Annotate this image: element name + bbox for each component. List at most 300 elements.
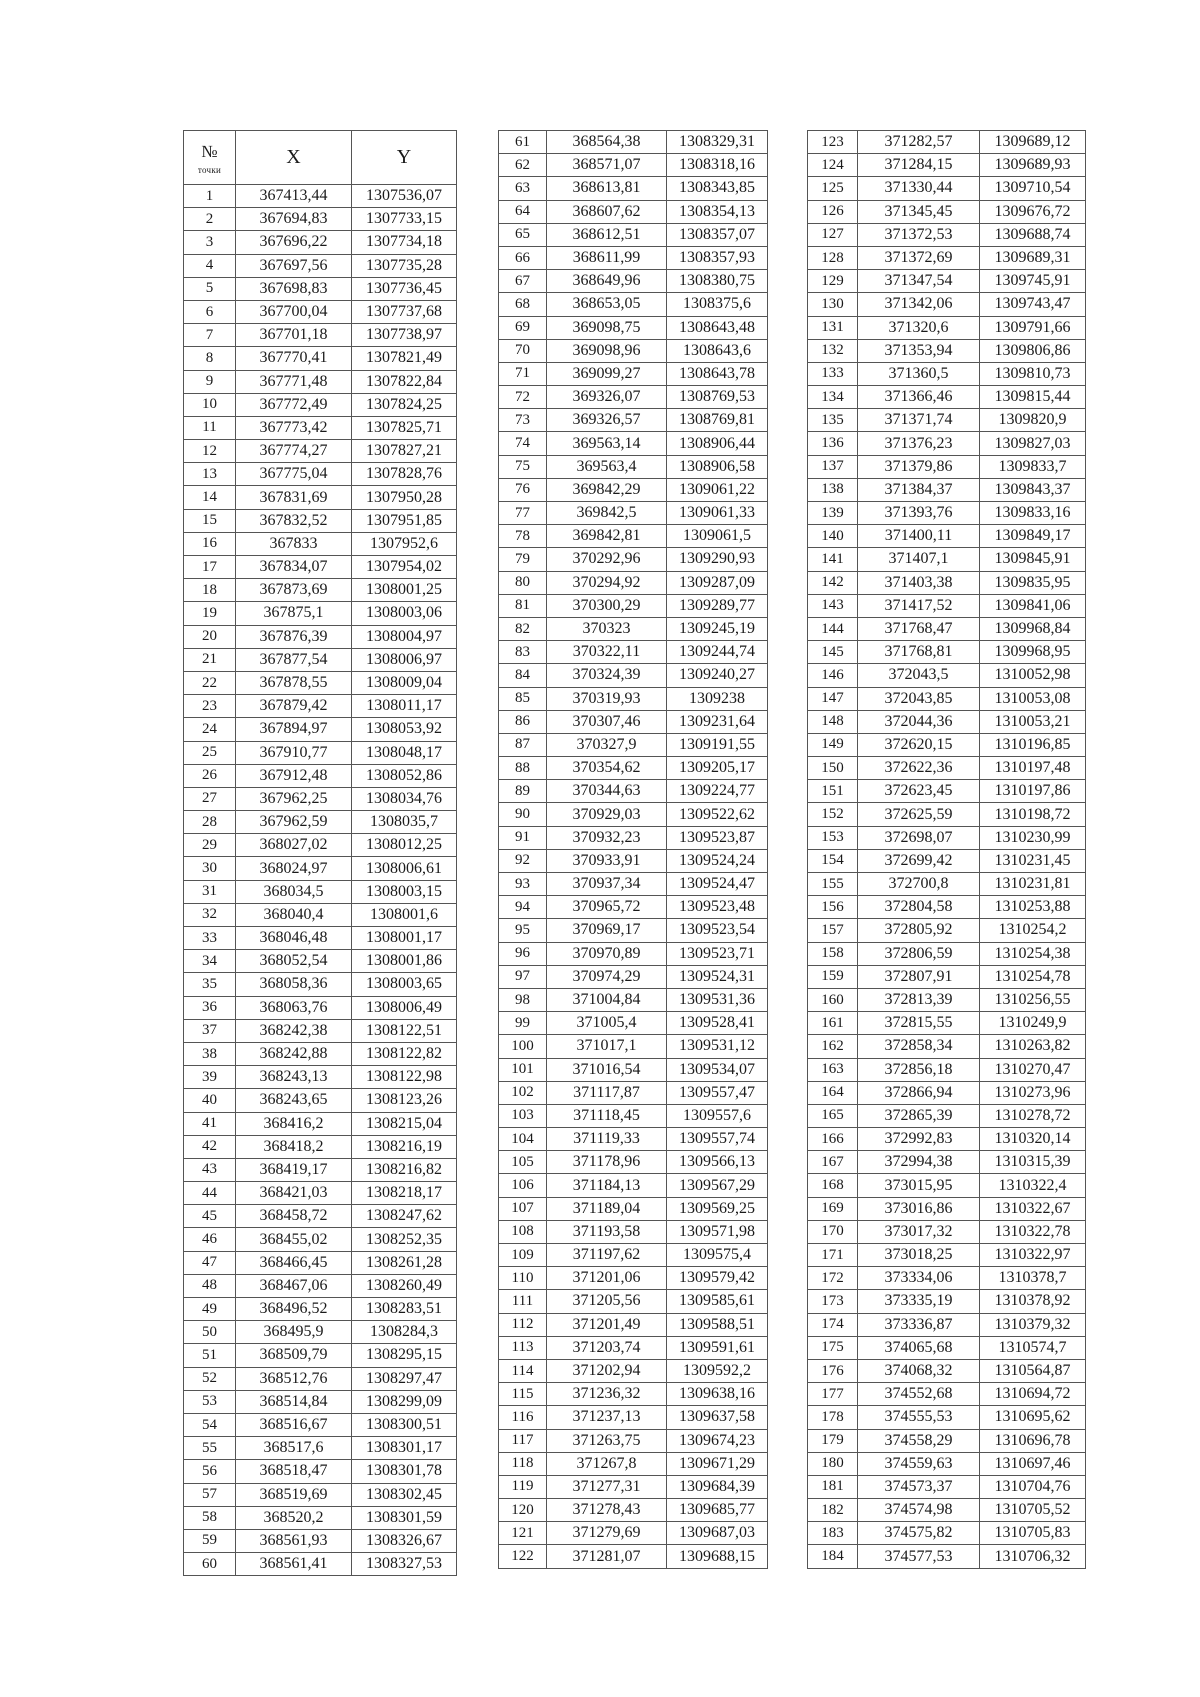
y-coordinate-cell: 1309245,19	[667, 617, 768, 640]
y-coordinate-cell: 1310231,45	[980, 849, 1086, 872]
point-number-cell: 62	[499, 154, 547, 177]
x-coordinate-cell: 373016,86	[858, 1197, 980, 1220]
y-coordinate-cell: 1308053,92	[352, 718, 457, 741]
x-coordinate-cell: 371366,46	[858, 386, 980, 409]
y-coordinate-cell: 1307824,25	[352, 393, 457, 416]
y-coordinate-cell: 1309534,07	[667, 1058, 768, 1081]
point-number-cell: 136	[808, 432, 858, 455]
point-number-cell: 184	[808, 1545, 858, 1568]
table-row	[184, 1367, 457, 1390]
x-coordinate-cell: 368611,99	[547, 246, 667, 269]
table-row	[808, 1499, 1086, 1522]
y-coordinate-cell: 1307827,21	[352, 440, 457, 463]
y-coordinate-cell: 1308297,47	[352, 1367, 457, 1390]
x-coordinate-cell: 371118,45	[547, 1104, 667, 1127]
table-body-part-2	[499, 131, 768, 1569]
y-coordinate-cell: 1308035,7	[352, 811, 457, 834]
x-coordinate-cell: 370327,9	[547, 733, 667, 756]
y-coordinate-cell: 1308003,65	[352, 973, 457, 996]
y-coordinate-cell: 1308301,78	[352, 1460, 457, 1483]
y-coordinate-cell: 1308001,6	[352, 903, 457, 926]
point-number-cell: 78	[499, 525, 547, 548]
point-number-cell: 11	[184, 416, 236, 439]
x-coordinate-cell: 371376,23	[858, 432, 980, 455]
point-number-cell: 45	[184, 1205, 236, 1228]
table-body-part-1	[184, 185, 457, 1576]
point-number-cell: 76	[499, 478, 547, 501]
y-coordinate-cell: 1310320,14	[980, 1128, 1086, 1151]
table-row	[808, 1475, 1086, 1498]
point-number-cell: 77	[499, 502, 547, 525]
x-coordinate-cell: 371320,6	[858, 316, 980, 339]
y-coordinate-cell: 1309841,06	[980, 594, 1086, 617]
x-coordinate-cell: 367831,69	[236, 486, 352, 509]
x-coordinate-cell: 370323	[547, 617, 667, 640]
x-coordinate-cell: 372622,36	[858, 757, 980, 780]
y-coordinate-cell: 1309191,55	[667, 733, 768, 756]
y-coordinate-cell: 1310196,85	[980, 733, 1086, 756]
y-coordinate-cell: 1309290,93	[667, 548, 768, 571]
y-coordinate-cell: 1308216,19	[352, 1135, 457, 1158]
coordinates-table-part-2	[498, 130, 768, 1569]
y-coordinate-cell: 1308318,16	[667, 154, 768, 177]
table-row	[184, 1529, 457, 1552]
x-coordinate-cell: 371417,52	[858, 594, 980, 617]
point-number-cell: 10	[184, 393, 236, 416]
x-coordinate-cell: 374575,82	[858, 1522, 980, 1545]
x-coordinate-cell: 372804,58	[858, 896, 980, 919]
table-row	[808, 1267, 1086, 1290]
point-number-cell: 149	[808, 733, 858, 756]
y-coordinate-cell: 1309566,13	[667, 1151, 768, 1174]
y-coordinate-cell: 1309289,77	[667, 594, 768, 617]
table-row	[808, 154, 1086, 177]
y-coordinate-cell: 1310322,97	[980, 1244, 1086, 1267]
y-coordinate-cell: 1308001,86	[352, 950, 457, 973]
point-number-cell: 106	[499, 1174, 547, 1197]
point-number-cell: 51	[184, 1344, 236, 1367]
table-row	[184, 811, 457, 834]
y-coordinate-cell: 1309849,17	[980, 525, 1086, 548]
table-row	[184, 231, 457, 254]
y-coordinate-cell: 1307536,07	[352, 185, 457, 208]
x-coordinate-cell: 367894,97	[236, 718, 352, 741]
x-coordinate-cell: 368512,76	[236, 1367, 352, 1390]
table-row	[499, 896, 768, 919]
table-row	[499, 988, 768, 1011]
y-coordinate-cell: 1310231,81	[980, 873, 1086, 896]
y-coordinate-cell: 1309524,31	[667, 965, 768, 988]
y-coordinate-cell: 1308906,44	[667, 432, 768, 455]
x-coordinate-cell: 369842,29	[547, 478, 667, 501]
x-coordinate-cell: 372866,94	[858, 1081, 980, 1104]
x-coordinate-cell: 371278,43	[547, 1499, 667, 1522]
x-coordinate-cell: 372620,15	[858, 733, 980, 756]
y-coordinate-cell: 1309523,48	[667, 896, 768, 919]
x-coordinate-cell: 370319,93	[547, 687, 667, 710]
table-row	[499, 1035, 768, 1058]
point-number-cell: 79	[499, 548, 547, 571]
point-number-cell: 65	[499, 223, 547, 246]
x-coordinate-cell: 368242,38	[236, 1019, 352, 1042]
y-coordinate-cell: 1308006,97	[352, 648, 457, 671]
x-coordinate-cell: 369326,57	[547, 409, 667, 432]
table-row	[499, 293, 768, 316]
point-number-cell: 6	[184, 300, 236, 323]
point-number-cell: 105	[499, 1151, 547, 1174]
table-row	[808, 548, 1086, 571]
point-number-cell: 126	[808, 200, 858, 223]
point-number-cell: 52	[184, 1367, 236, 1390]
x-coordinate-cell: 372043,85	[858, 687, 980, 710]
point-number-cell: 116	[499, 1406, 547, 1429]
x-coordinate-cell: 368496,52	[236, 1298, 352, 1321]
y-coordinate-cell: 1309845,91	[980, 548, 1086, 571]
table-row	[808, 942, 1086, 965]
x-coordinate-cell: 372807,91	[858, 965, 980, 988]
y-coordinate-cell: 1310378,7	[980, 1267, 1086, 1290]
x-coordinate-cell: 372623,45	[858, 780, 980, 803]
x-coordinate-cell: 371345,45	[858, 200, 980, 223]
point-number-cell: 81	[499, 594, 547, 617]
x-coordinate-cell: 368052,54	[236, 950, 352, 973]
point-number-cell: 166	[808, 1128, 858, 1151]
y-coordinate-cell: 1309688,15	[667, 1545, 768, 1568]
x-coordinate-cell: 368024,97	[236, 857, 352, 880]
y-coordinate-cell: 1310695,62	[980, 1406, 1086, 1429]
table-row	[499, 733, 768, 756]
x-coordinate-cell: 368520,2	[236, 1506, 352, 1529]
y-coordinate-cell: 1310379,32	[980, 1313, 1086, 1336]
point-number-cell: 167	[808, 1151, 858, 1174]
point-number-cell: 162	[808, 1035, 858, 1058]
table-row	[184, 880, 457, 903]
table-row	[184, 625, 457, 648]
x-coordinate-cell: 371371,74	[858, 409, 980, 432]
table-row	[184, 532, 457, 555]
y-coordinate-cell: 1309557,6	[667, 1104, 768, 1127]
y-coordinate-cell: 1310322,78	[980, 1220, 1086, 1243]
point-number-cell: 115	[499, 1383, 547, 1406]
x-coordinate-cell: 370307,46	[547, 710, 667, 733]
y-coordinate-cell: 1309687,03	[667, 1522, 768, 1545]
point-number-cell: 178	[808, 1406, 858, 1429]
point-number-cell: 159	[808, 965, 858, 988]
y-coordinate-cell: 1309791,66	[980, 316, 1086, 339]
table-row	[499, 154, 768, 177]
y-coordinate-cell: 1308003,06	[352, 602, 457, 625]
y-coordinate-cell: 1309569,25	[667, 1197, 768, 1220]
y-coordinate-cell: 1307735,28	[352, 254, 457, 277]
y-coordinate-cell: 1309567,29	[667, 1174, 768, 1197]
point-number-cell: 29	[184, 834, 236, 857]
table-row	[808, 617, 1086, 640]
y-coordinate-cell: 1309638,16	[667, 1383, 768, 1406]
table-row	[499, 246, 768, 269]
x-coordinate-cell: 371277,31	[547, 1475, 667, 1498]
table-row	[499, 873, 768, 896]
x-column-header: X	[236, 131, 352, 185]
x-coordinate-cell: 371403,38	[858, 571, 980, 594]
y-coordinate-cell: 1308283,51	[352, 1298, 457, 1321]
point-number-cell: 67	[499, 270, 547, 293]
x-coordinate-cell: 372700,8	[858, 873, 980, 896]
table-row	[184, 1274, 457, 1297]
point-number-cell: 90	[499, 803, 547, 826]
x-coordinate-cell: 370933,91	[547, 849, 667, 872]
point-number-cell: 75	[499, 455, 547, 478]
x-coordinate-cell: 369563,4	[547, 455, 667, 478]
table-row	[499, 1475, 768, 1498]
table-row	[499, 1058, 768, 1081]
x-coordinate-cell: 371342,06	[858, 293, 980, 316]
table-row	[808, 873, 1086, 896]
point-number-cell: 114	[499, 1359, 547, 1382]
table-row	[808, 339, 1086, 362]
y-coordinate-cell: 1309061,22	[667, 478, 768, 501]
table-row	[808, 200, 1086, 223]
y-coordinate-cell: 1309522,62	[667, 803, 768, 826]
x-coordinate-cell: 369842,81	[547, 525, 667, 548]
coordinates-table-part-1	[183, 130, 457, 1576]
x-coordinate-cell: 374577,53	[858, 1545, 980, 1568]
table-row	[499, 641, 768, 664]
y-coordinate-cell: 1308001,17	[352, 927, 457, 950]
table-row	[499, 1429, 768, 1452]
point-number-cell: 32	[184, 903, 236, 926]
point-number-cell: 123	[808, 131, 858, 154]
x-coordinate-cell: 367877,54	[236, 648, 352, 671]
table-row	[184, 1251, 457, 1274]
table-row	[808, 594, 1086, 617]
point-number-cell: 35	[184, 973, 236, 996]
y-coordinate-cell: 1310315,39	[980, 1151, 1086, 1174]
y-coordinate-cell: 1309528,41	[667, 1012, 768, 1035]
table-row	[184, 1182, 457, 1205]
table-row	[499, 177, 768, 200]
table-row	[499, 1406, 768, 1429]
x-coordinate-cell: 368046,48	[236, 927, 352, 950]
table-row	[499, 1104, 768, 1127]
table-row	[499, 432, 768, 455]
table-row	[499, 525, 768, 548]
point-number-cell: 41	[184, 1112, 236, 1135]
table-row	[499, 502, 768, 525]
y-coordinate-cell: 1309585,61	[667, 1290, 768, 1313]
x-coordinate-cell: 368613,81	[547, 177, 667, 200]
y-coordinate-cell: 1308343,85	[667, 177, 768, 200]
point-number-cell: 91	[499, 826, 547, 849]
y-coordinate-cell: 1308122,82	[352, 1042, 457, 1065]
y-coordinate-cell: 1308375,6	[667, 293, 768, 316]
x-coordinate-cell: 368416,2	[236, 1112, 352, 1135]
y-coordinate-cell: 1309689,93	[980, 154, 1086, 177]
x-coordinate-cell: 367698,83	[236, 277, 352, 300]
x-coordinate-cell: 372699,42	[858, 849, 980, 872]
y-coordinate-cell: 1310254,2	[980, 919, 1086, 942]
y-coordinate-cell: 1307734,18	[352, 231, 457, 254]
point-number-cell: 60	[184, 1553, 236, 1576]
x-coordinate-cell: 367697,56	[236, 254, 352, 277]
point-number-cell: 49	[184, 1298, 236, 1321]
table-row	[808, 316, 1086, 339]
point-number-cell: 89	[499, 780, 547, 803]
y-coordinate-cell: 1310053,21	[980, 710, 1086, 733]
table-row	[499, 1522, 768, 1545]
table-row	[808, 270, 1086, 293]
table-row	[184, 1112, 457, 1135]
y-coordinate-cell: 1309968,84	[980, 617, 1086, 640]
table-row	[808, 1452, 1086, 1475]
x-coordinate-cell: 368467,06	[236, 1274, 352, 1297]
table-row	[184, 1042, 457, 1065]
y-coordinate-cell: 1310254,38	[980, 942, 1086, 965]
x-coordinate-cell: 370932,23	[547, 826, 667, 849]
point-number-cell: 22	[184, 671, 236, 694]
table-row	[499, 826, 768, 849]
point-number-cell: 87	[499, 733, 547, 756]
y-coordinate-cell: 1307738,97	[352, 324, 457, 347]
table-row	[808, 687, 1086, 710]
table-row	[808, 1197, 1086, 1220]
x-coordinate-cell: 367700,04	[236, 300, 352, 323]
point-number-cell: 148	[808, 710, 858, 733]
y-coordinate-cell: 1310197,86	[980, 780, 1086, 803]
table-row	[184, 1506, 457, 1529]
point-number-cell: 14	[184, 486, 236, 509]
table-row	[499, 919, 768, 942]
x-coordinate-cell: 371004,84	[547, 988, 667, 1011]
y-coordinate-cell: 1309592,2	[667, 1359, 768, 1382]
table-row	[808, 1359, 1086, 1382]
table-row	[184, 208, 457, 231]
x-coordinate-cell: 367879,42	[236, 695, 352, 718]
table-row	[808, 1174, 1086, 1197]
point-number-cell: 23	[184, 695, 236, 718]
table-row	[184, 254, 457, 277]
point-number-cell: 93	[499, 873, 547, 896]
point-number-cell: 88	[499, 757, 547, 780]
x-coordinate-cell: 371263,75	[547, 1429, 667, 1452]
y-coordinate-cell: 1310249,9	[980, 1012, 1086, 1035]
y-coordinate-cell: 1309685,77	[667, 1499, 768, 1522]
point-number-cell: 96	[499, 942, 547, 965]
point-number-cell: 63	[499, 177, 547, 200]
x-coordinate-cell: 371330,44	[858, 177, 980, 200]
table-row	[808, 293, 1086, 316]
x-coordinate-cell: 368607,62	[547, 200, 667, 223]
point-number-cell: 144	[808, 617, 858, 640]
y-coordinate-cell: 1309523,71	[667, 942, 768, 965]
x-coordinate-cell: 371184,13	[547, 1174, 667, 1197]
point-number-cell: 112	[499, 1313, 547, 1336]
y-coordinate-cell: 1307828,76	[352, 463, 457, 486]
table-row	[184, 718, 457, 741]
table-row	[808, 409, 1086, 432]
point-number-cell: 130	[808, 293, 858, 316]
table-row	[808, 525, 1086, 548]
point-number-cell: 85	[499, 687, 547, 710]
x-coordinate-cell: 369326,07	[547, 386, 667, 409]
y-coordinate-cell: 1308218,17	[352, 1182, 457, 1205]
x-coordinate-cell: 371407,1	[858, 548, 980, 571]
y-coordinate-cell: 1307822,84	[352, 370, 457, 393]
x-coordinate-cell: 370294,92	[547, 571, 667, 594]
point-number-cell: 125	[808, 177, 858, 200]
x-coordinate-cell: 369098,75	[547, 316, 667, 339]
x-coordinate-cell: 370354,62	[547, 757, 667, 780]
x-coordinate-cell: 374555,53	[858, 1406, 980, 1429]
point-number-cell: 30	[184, 857, 236, 880]
y-coordinate-cell: 1310378,92	[980, 1290, 1086, 1313]
table-row	[808, 757, 1086, 780]
x-coordinate-cell: 368243,65	[236, 1089, 352, 1112]
table-row	[499, 1197, 768, 1220]
point-number-cell: 72	[499, 386, 547, 409]
point-number-cell: 154	[808, 849, 858, 872]
x-coordinate-cell: 370324,39	[547, 664, 667, 687]
x-coordinate-cell: 367771,48	[236, 370, 352, 393]
table-row	[499, 664, 768, 687]
y-coordinate-cell: 1310278,72	[980, 1104, 1086, 1127]
x-coordinate-cell: 368561,41	[236, 1553, 352, 1576]
x-coordinate-cell: 368027,02	[236, 834, 352, 857]
table-row	[808, 432, 1086, 455]
y-coordinate-cell: 1309968,95	[980, 641, 1086, 664]
y-coordinate-cell: 1308643,78	[667, 362, 768, 385]
point-number-cell: 128	[808, 246, 858, 269]
x-coordinate-cell: 374068,32	[858, 1359, 980, 1382]
table-row	[184, 1413, 457, 1436]
table-row	[808, 1383, 1086, 1406]
y-coordinate-cell: 1309689,31	[980, 246, 1086, 269]
table-row	[184, 695, 457, 718]
y-coordinate-cell: 1310197,48	[980, 757, 1086, 780]
x-coordinate-cell: 372994,38	[858, 1151, 980, 1174]
point-number-cell: 16	[184, 532, 236, 555]
point-number-cell: 70	[499, 339, 547, 362]
point-number-cell: 71	[499, 362, 547, 385]
point-number-cell: 18	[184, 579, 236, 602]
point-number-cell: 15	[184, 509, 236, 532]
table-row	[184, 556, 457, 579]
table-row	[808, 896, 1086, 919]
x-coordinate-cell: 374573,37	[858, 1475, 980, 1498]
point-number-cell: 59	[184, 1529, 236, 1552]
y-coordinate-cell: 1308643,48	[667, 316, 768, 339]
x-coordinate-cell: 368612,51	[547, 223, 667, 246]
y-coordinate-cell: 1308006,61	[352, 857, 457, 880]
x-coordinate-cell: 372698,07	[858, 826, 980, 849]
x-coordinate-cell: 367873,69	[236, 579, 352, 602]
x-coordinate-cell: 371281,07	[547, 1545, 667, 1568]
x-coordinate-cell: 371384,37	[858, 478, 980, 501]
coordinates-table-part-3	[807, 130, 1086, 1569]
table-row	[184, 463, 457, 486]
table-row	[808, 246, 1086, 269]
y-coordinate-cell: 1308284,3	[352, 1321, 457, 1344]
table-row	[808, 571, 1086, 594]
table-row	[808, 1290, 1086, 1313]
x-coordinate-cell: 370937,34	[547, 873, 667, 896]
point-number-cell: 24	[184, 718, 236, 741]
y-coordinate-cell: 1309523,87	[667, 826, 768, 849]
x-coordinate-cell: 368561,93	[236, 1529, 352, 1552]
point-number-cell: 7	[184, 324, 236, 347]
y-coordinate-cell: 1308329,31	[667, 131, 768, 154]
y-coordinate-cell: 1307950,28	[352, 486, 457, 509]
table-row	[499, 710, 768, 733]
